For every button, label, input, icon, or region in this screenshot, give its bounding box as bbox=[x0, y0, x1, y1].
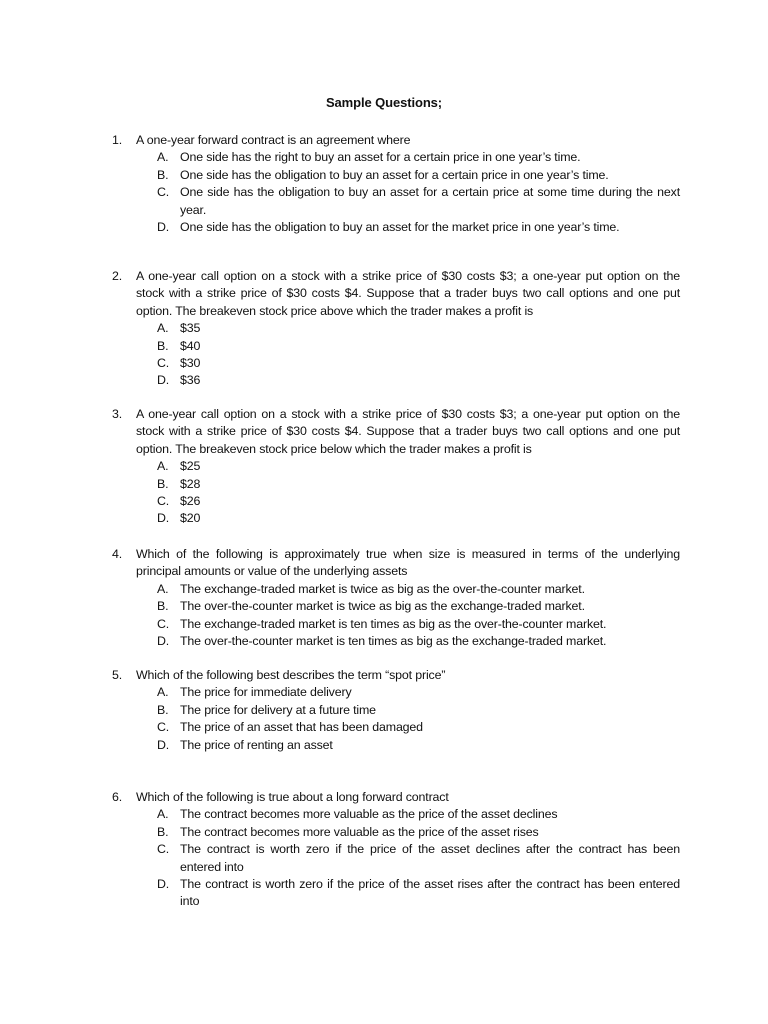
option-letter: D. bbox=[157, 511, 170, 526]
option-letter: B. bbox=[157, 338, 169, 353]
option-c bbox=[112, 184, 680, 219]
option-letter: C. bbox=[157, 494, 170, 509]
option-c bbox=[112, 719, 680, 736]
option-d bbox=[112, 633, 680, 650]
question-stem bbox=[112, 789, 680, 806]
option-letter: A. bbox=[157, 150, 169, 165]
option-b bbox=[112, 338, 680, 355]
option-a bbox=[112, 684, 680, 701]
option-letter: D. bbox=[157, 877, 170, 892]
question-number: 3. bbox=[112, 407, 123, 421]
question-number: 6. bbox=[112, 790, 123, 804]
option-letter: C. bbox=[157, 185, 170, 200]
option-text: The contract becomes more valuable as the price of the asset declines bbox=[180, 807, 558, 822]
question-text: A one-year forward contract is an agreement where bbox=[136, 133, 411, 147]
option-a bbox=[112, 458, 680, 475]
option-c bbox=[112, 616, 680, 633]
option-letter: A. bbox=[157, 581, 169, 596]
option-b bbox=[112, 476, 680, 493]
option-text: The price for immediate delivery bbox=[180, 685, 352, 700]
option-letter: C. bbox=[157, 616, 170, 631]
option-text: The price of an asset that has been damaged bbox=[180, 720, 423, 735]
option-d bbox=[112, 372, 680, 389]
option-b bbox=[112, 824, 680, 841]
option-text: One side has the obligation to buy an asset for a certain price at some time during the next year. bbox=[180, 185, 680, 217]
option-text: $26 bbox=[180, 494, 201, 509]
option-letter: A. bbox=[157, 685, 169, 700]
question-number: 2. bbox=[112, 269, 123, 283]
question-text: A one-year call option on a stock with a strike price of $30 costs $3; a one-year put option on the stock with a strike price of $30 costs $4. Suppose that a trader buys two call options and one put option. The breakeven stock price below which the trader makes a profit is bbox=[136, 407, 680, 456]
question-6 bbox=[112, 789, 680, 911]
option-text: $28 bbox=[180, 476, 201, 491]
question-number: 1. bbox=[112, 133, 123, 147]
option-b bbox=[112, 598, 680, 615]
option-a bbox=[112, 149, 680, 166]
option-c bbox=[112, 493, 680, 510]
question-4 bbox=[112, 546, 680, 650]
question-text: Which of the following is true about a long forward contract bbox=[136, 790, 449, 804]
option-letter: A. bbox=[157, 807, 169, 822]
option-text: The contract is worth zero if the price of the asset rises after the contract has been entered into bbox=[180, 877, 680, 909]
option-list bbox=[112, 458, 680, 528]
option-a bbox=[112, 320, 680, 337]
option-letter: C. bbox=[157, 842, 170, 857]
question-text: Which of the following best describes the term “spot price” bbox=[136, 668, 446, 682]
option-c bbox=[112, 355, 680, 372]
option-list bbox=[112, 149, 680, 236]
question-text: Which of the following is approximately true when size is measured in terms of the underlying principal amounts or value of the underlying assets bbox=[136, 547, 680, 579]
option-text: The exchange-traded market is ten times as big as the over-the-counter market. bbox=[180, 616, 607, 631]
question-number: 5. bbox=[112, 668, 123, 682]
option-letter: D. bbox=[157, 634, 170, 649]
option-text: The exchange-traded market is twice as big as the over-the-counter market. bbox=[180, 581, 585, 596]
option-letter: B. bbox=[157, 476, 169, 491]
option-letter: D. bbox=[157, 373, 170, 388]
option-letter: A. bbox=[157, 459, 169, 474]
option-letter: D. bbox=[157, 220, 170, 235]
option-text: The over-the-counter market is twice as big as the exchange-traded market. bbox=[180, 599, 585, 614]
question-stem bbox=[112, 268, 680, 320]
question-stem bbox=[112, 667, 680, 684]
option-text: $40 bbox=[180, 338, 201, 353]
option-text: The over-the-counter market is ten times as big as the exchange-traded market. bbox=[180, 634, 607, 649]
option-letter: B. bbox=[157, 599, 169, 614]
question-5 bbox=[112, 667, 680, 754]
option-list bbox=[112, 806, 680, 910]
question-stem bbox=[112, 406, 680, 458]
option-letter: C. bbox=[157, 356, 170, 371]
option-text: The contract becomes more valuable as the price of the asset rises bbox=[180, 824, 539, 839]
option-letter: B. bbox=[157, 824, 169, 839]
option-b bbox=[112, 702, 680, 719]
question-stem bbox=[112, 132, 680, 149]
option-a bbox=[112, 581, 680, 598]
question-1 bbox=[112, 132, 680, 236]
option-d bbox=[112, 737, 680, 754]
question-number: 4. bbox=[112, 547, 123, 561]
option-text: $20 bbox=[180, 511, 201, 526]
question-3 bbox=[112, 406, 680, 528]
option-text: $35 bbox=[180, 321, 201, 336]
question-2 bbox=[112, 268, 680, 390]
option-d bbox=[112, 876, 680, 911]
option-letter: D. bbox=[157, 737, 170, 752]
option-text: $25 bbox=[180, 459, 201, 474]
question-text: A one-year call option on a stock with a strike price of $30 costs $3; a one-year put option on the stock with a strike price of $30 costs $4. Suppose that a trader buys two call options and one put option. The breakeven stock price above which the trader makes a profit is bbox=[136, 269, 680, 318]
option-d bbox=[112, 510, 680, 527]
option-list bbox=[112, 684, 680, 754]
option-text: $30 bbox=[180, 356, 201, 371]
option-c bbox=[112, 841, 680, 876]
option-list bbox=[112, 581, 680, 651]
option-text: The price for delivery at a future time bbox=[180, 702, 376, 717]
question-stem bbox=[112, 546, 680, 581]
option-letter: C. bbox=[157, 720, 170, 735]
option-letter: B. bbox=[157, 167, 169, 182]
option-a bbox=[112, 806, 680, 823]
option-text: The price of renting an asset bbox=[180, 737, 333, 752]
option-b bbox=[112, 167, 680, 184]
option-d bbox=[112, 219, 680, 236]
option-text: $36 bbox=[180, 373, 201, 388]
option-text: The contract is worth zero if the price of the asset declines after the contract has been entered into bbox=[180, 842, 680, 874]
page-title: Sample Questions; bbox=[325, 95, 443, 110]
option-letter: A. bbox=[157, 321, 169, 336]
option-list bbox=[112, 320, 680, 390]
option-letter: B. bbox=[157, 702, 169, 717]
option-text: One side has the right to buy an asset for a certain price in one year’s time. bbox=[180, 150, 581, 165]
option-text: One side has the obligation to buy an asset for a certain price in one year’s time. bbox=[180, 167, 609, 182]
option-text: One side has the obligation to buy an asset for the market price in one year’s time. bbox=[180, 220, 620, 235]
